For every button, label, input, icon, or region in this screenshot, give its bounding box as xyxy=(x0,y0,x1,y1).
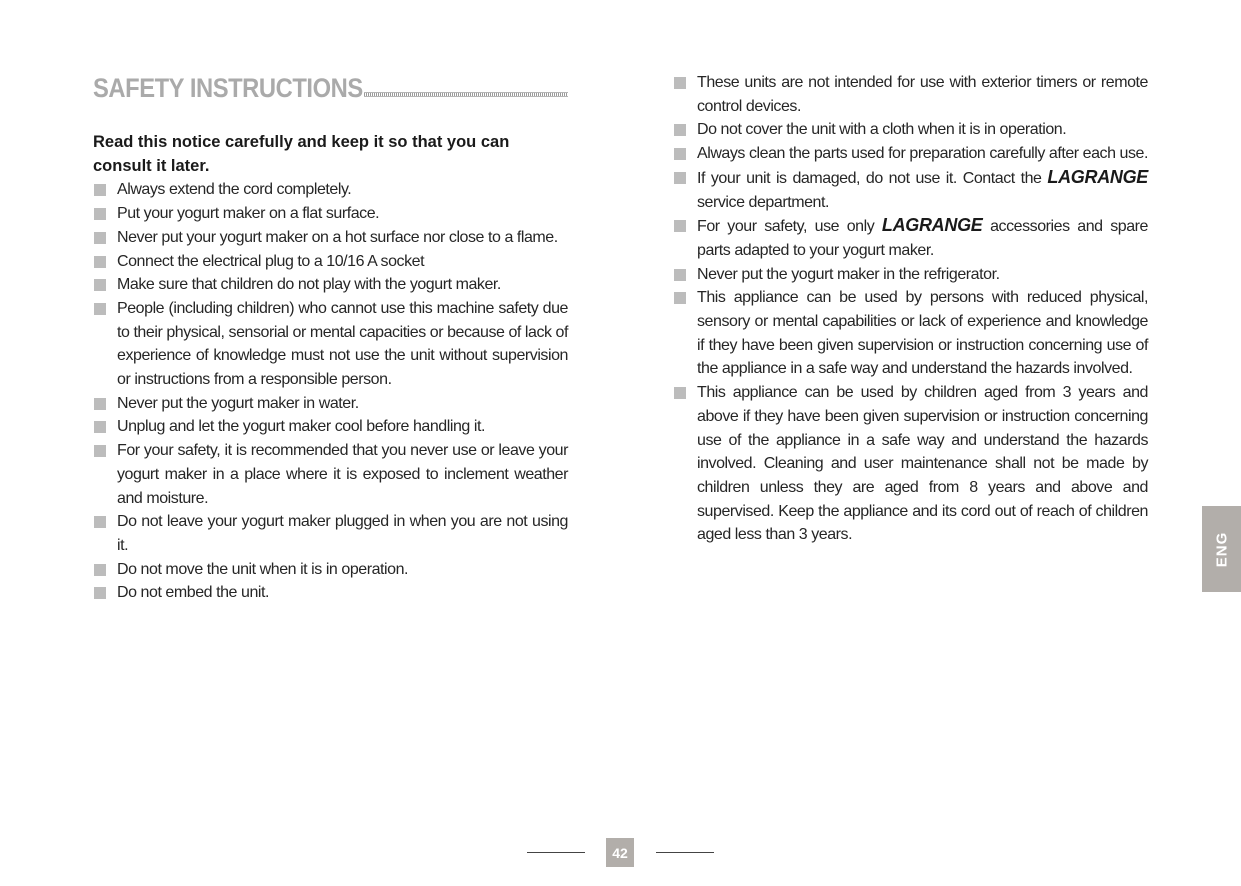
footer-rule-right xyxy=(656,852,714,853)
list-item-text: Do not cover the unit with a cloth when it is in operation. xyxy=(697,121,1067,139)
square-bullet-icon xyxy=(94,303,106,315)
list-item-text: Always extend the cord completely. xyxy=(117,181,352,199)
list-item xyxy=(673,214,1148,262)
list-item-text: For your safety, it is recommended that you never use or leave your yogurt maker in a place where it is exposed to inclement weather and moisture. xyxy=(117,442,568,507)
list-item xyxy=(93,439,568,510)
list-item xyxy=(673,166,1148,214)
square-bullet-icon xyxy=(94,256,106,268)
list-item-text: These units are not intended for use with exterior timers or remote control devices. xyxy=(697,74,1148,115)
square-bullet-icon xyxy=(94,398,106,410)
list-item-text: Never put the yogurt maker in the refrigerator. xyxy=(697,265,1000,283)
left-safety-list xyxy=(93,178,568,605)
square-bullet-icon xyxy=(94,587,106,599)
intro-notice: Read this notice carefully and keep it so that you can consult it later. xyxy=(93,133,510,175)
list-item-text: Unplug and let the yogurt maker cool before handling it. xyxy=(117,418,485,436)
list-item xyxy=(93,273,568,297)
square-bullet-icon xyxy=(674,77,686,89)
square-bullet-icon xyxy=(94,421,106,433)
page-number-badge: 42 xyxy=(606,838,634,867)
list-item-text: Never put your yogurt maker on a hot surface nor close to a flame. xyxy=(117,228,558,246)
list-item xyxy=(673,286,1148,381)
list-item xyxy=(93,415,568,439)
list-item-text: accessories and spare parts adapted to your yogurt maker. xyxy=(697,218,1148,259)
list-item xyxy=(673,71,1148,118)
list-item-text: This appliance can be used by persons with reduced physical, sensory or mental capabilities or lack of experience and knowledge if they have been given supervision or instruction concerning use of the appliance in a safe way and understand the hazards involved. xyxy=(697,289,1148,378)
list-item xyxy=(673,263,1148,287)
language-tab xyxy=(1202,506,1241,592)
list-item-text: For your safety, use only xyxy=(697,218,875,236)
square-bullet-icon xyxy=(674,172,686,184)
square-bullet-icon xyxy=(94,279,106,291)
footer-rule-left xyxy=(527,852,585,853)
square-bullet-icon xyxy=(94,184,106,196)
square-bullet-icon xyxy=(674,220,686,232)
square-bullet-icon xyxy=(94,445,106,457)
list-item xyxy=(673,381,1148,547)
right-safety-list xyxy=(673,71,1148,547)
list-item-text: If your unit is damaged, do not use it. Contact the xyxy=(697,169,1042,187)
square-bullet-icon xyxy=(674,387,686,399)
list-item-text: service department. xyxy=(697,193,829,211)
square-bullet-icon xyxy=(674,292,686,304)
list-item-text: Put your yogurt maker on a flat surface. xyxy=(117,205,380,223)
list-item xyxy=(93,297,568,392)
list-item-text: Do not move the unit when it is in operation. xyxy=(117,560,409,578)
list-item xyxy=(673,142,1148,166)
list-item xyxy=(93,581,568,605)
brand-name: LAGRANGE xyxy=(881,215,983,236)
language-label: ENG xyxy=(1212,531,1230,567)
list-item-text: This appliance can be used by children aged from 3 years and above if they have been given supervision or instruction concerning use of the appliance in a safe way and understand the hazards involved. Cleaning and user maintenance shall not be made by children unless they are aged from 8 years and above and supervised. Keep the appliance and its cord out of reach of children aged less than 3 years. xyxy=(697,384,1148,544)
square-bullet-icon xyxy=(674,148,686,160)
list-item xyxy=(93,392,568,416)
list-item-text: Never put the yogurt maker in water. xyxy=(117,394,359,412)
square-bullet-icon xyxy=(94,516,106,528)
list-item xyxy=(673,118,1148,142)
list-item xyxy=(93,250,568,274)
square-bullet-icon xyxy=(94,208,106,220)
list-item xyxy=(93,226,568,250)
square-bullet-icon xyxy=(674,124,686,136)
list-item-text: Do not embed the unit. xyxy=(117,584,269,602)
page-header xyxy=(93,68,568,102)
list-item-text: Do not leave your yogurt maker plugged in when you are not using it. xyxy=(117,513,568,554)
list-item-text: Make sure that children do not play with the yogurt maker. xyxy=(117,276,501,294)
brand-name: LAGRANGE xyxy=(1047,166,1149,187)
list-item-text: Always clean the parts used for preparation carefully after each use. xyxy=(697,145,1148,163)
title-underline-rule xyxy=(364,92,568,97)
left-column xyxy=(93,131,568,605)
list-item xyxy=(93,178,568,202)
list-item xyxy=(93,510,568,557)
square-bullet-icon xyxy=(674,269,686,281)
square-bullet-icon xyxy=(94,564,106,576)
square-bullet-icon xyxy=(94,232,106,244)
list-item-text: People (including children) who cannot use this machine safety due to their physical, sensorial or mental capacities or because of lack of experience of knowledge must not use the unit without supervision or instructions from a responsible person. xyxy=(117,299,568,389)
right-column xyxy=(673,71,1148,547)
list-item xyxy=(93,202,568,226)
list-item xyxy=(93,558,568,582)
page-title: SAFETY INSTRUCTIONS xyxy=(93,73,363,103)
list-item-text: Connect the electrical plug to a 10/16 A socket xyxy=(117,252,425,270)
